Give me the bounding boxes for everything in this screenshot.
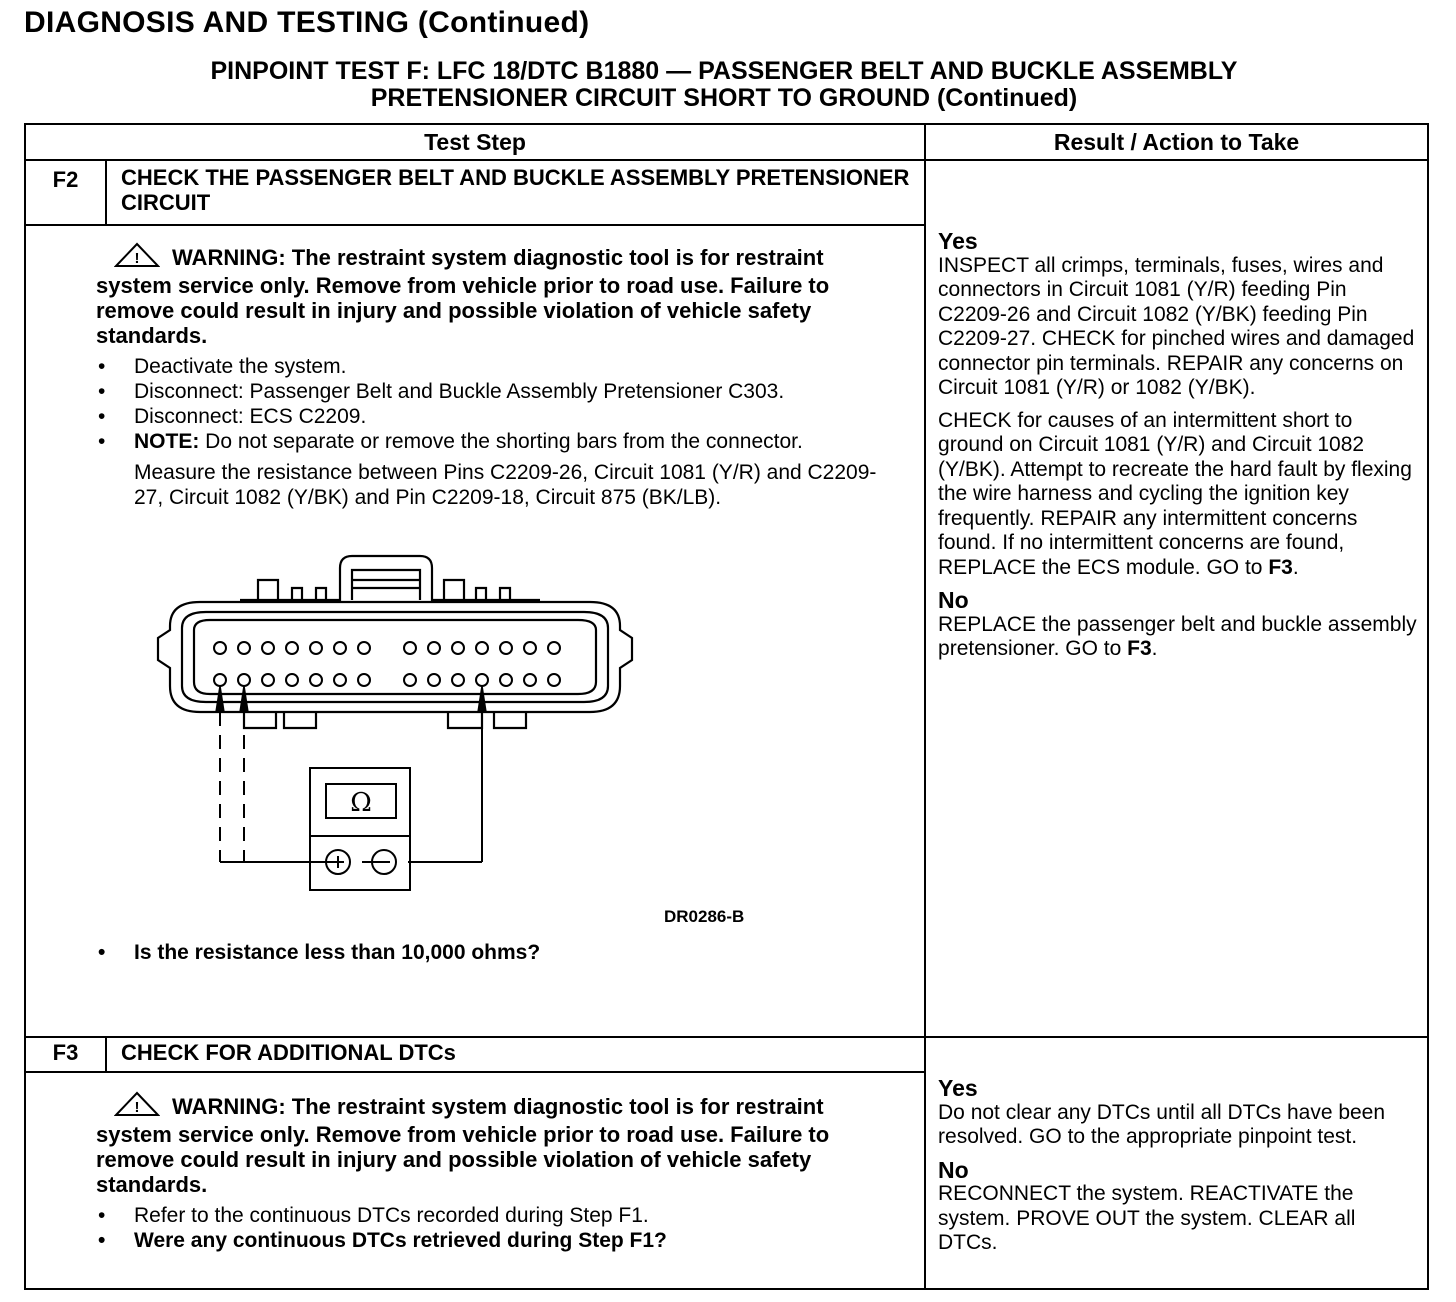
f2-yes-text-2: CHECK for causes of an intermittent short to ground on Circuit 1081 (Y/R) and Circuit 1082 (Y/BK). Attempt to recreate the hard fault by flexing the wire harness and cycling the ignition key frequently. REPAIR any intermittent concerns found. If no intermittent concerns are found, REPLACE the ECS module. GO to F3. bbox=[938, 408, 1412, 579]
f2-question bbox=[96, 940, 894, 965]
page-heading: DIAGNOSIS AND TESTING (Continued) bbox=[24, 6, 590, 39]
svg-text:!: ! bbox=[134, 250, 140, 267]
f2-question-text: • Is the resistance less than 10,000 ohms? bbox=[96, 940, 894, 965]
connector-diagram bbox=[120, 530, 745, 940]
step-body-f2 bbox=[25, 225, 925, 1037]
f2-bullet-3: • Disconnect: ECS C2209. bbox=[96, 404, 894, 429]
step-title-f2: CHECK THE PASSENGER BELT AND BUCKLE ASSEMBLY PRETENSIONER CIRCUIT bbox=[106, 160, 925, 225]
step-body-f3 bbox=[25, 1072, 925, 1289]
f2-no-label: No bbox=[938, 587, 969, 613]
f2-bullet-note: • NOTE: Do not separate or remove the shorting bars from the connector. bbox=[96, 429, 894, 454]
f2-no-text: REPLACE the passenger belt and buckle assembly pretensioner. GO to F3. bbox=[938, 612, 1417, 660]
f3-warning: ! WARNING: The restraint system diagnostic tool is for restraint system service only. Remove from vehicle prior to road use. Failure to remove could result in injury and possible violation of vehicle safety standards. bbox=[96, 1091, 894, 1197]
connector-diagram-svg bbox=[120, 530, 720, 940]
step-number-f3: F3 bbox=[25, 1037, 106, 1072]
warning-triangle-icon bbox=[114, 1091, 160, 1122]
diagram-code: DR0286-B bbox=[664, 907, 745, 926]
pinpoint-test-table bbox=[24, 123, 1429, 1290]
warning-triangle-icon bbox=[114, 242, 160, 273]
step-number-f2: F2 bbox=[25, 160, 106, 225]
f2-instructions bbox=[96, 354, 894, 454]
f2-bullet-2: • Disconnect: Passenger Belt and Buckle Assembly Pretensioner C303. bbox=[96, 379, 894, 404]
f2-yes-label: Yes bbox=[938, 228, 978, 254]
f3-bullet-2: • Were any continuous DTCs retrieved during Step F1? bbox=[96, 1228, 894, 1253]
f3-yes-label: Yes bbox=[938, 1075, 978, 1101]
title-line-1: PINPOINT TEST F: LFC 18/DTC B1880 — PASSENGER BELT AND BUCKLE ASSEMBLY bbox=[210, 57, 1238, 85]
f2-bullet-1: • Deactivate the system. bbox=[96, 354, 894, 379]
f2-yes-text-1: INSPECT all crimps, terminals, fuses, wires and connectors in Circuit 1081 (Y/R) feeding Pin C2209-26 and Circuit 1082 (Y/BK) feeding Pin C2209-27. CHECK for pinched wires and damaged connector pin terminals. REPAIR any concerns on Circuit 1081 (Y/R) or 1082 (Y/BK). bbox=[938, 253, 1415, 399]
result-cell-f3 bbox=[925, 1037, 1428, 1289]
f3-instructions bbox=[96, 1203, 894, 1253]
f3-no-text: RECONNECT the system. REACTIVATE the system. PROVE OUT the system. CLEAR all DTCs. bbox=[938, 1182, 1356, 1254]
ohm-symbol: Ω bbox=[350, 788, 372, 818]
f3-yes-text: Do not clear any DTCs until all DTCs have been resolved. GO to the appropriate pinpoint test. bbox=[938, 1100, 1386, 1148]
f3-bullet-1: • Refer to the continuous DTCs recorded during Step F1. bbox=[96, 1203, 894, 1228]
f2-measure-text: Measure the resistance between Pins C2209-26, Circuit 1081 (Y/R) and C2209-27, Circuit 1082 (Y/BK) and Pin C2209-18, Circuit 875 (BK/LB). bbox=[134, 461, 877, 509]
header-test-step: Test Step bbox=[25, 124, 925, 160]
step-title-f3: CHECK FOR ADDITIONAL DTCs bbox=[106, 1037, 925, 1072]
title-line-2: PRETENSIONER CIRCUIT SHORT TO GROUND (Continued) bbox=[370, 84, 1078, 112]
svg-text:!: ! bbox=[134, 1099, 140, 1116]
header-result-action: Result / Action to Take bbox=[925, 124, 1428, 160]
f3-no-label: No bbox=[938, 1156, 969, 1183]
result-cell-f2 bbox=[925, 160, 1428, 1037]
f2-warning: ! WARNING: The restraint system diagnostic tool is for restraint system service only. Remove from vehicle prior to road use. Failure to remove could result in injury and possible violation of vehicle safety standards. bbox=[96, 242, 894, 348]
